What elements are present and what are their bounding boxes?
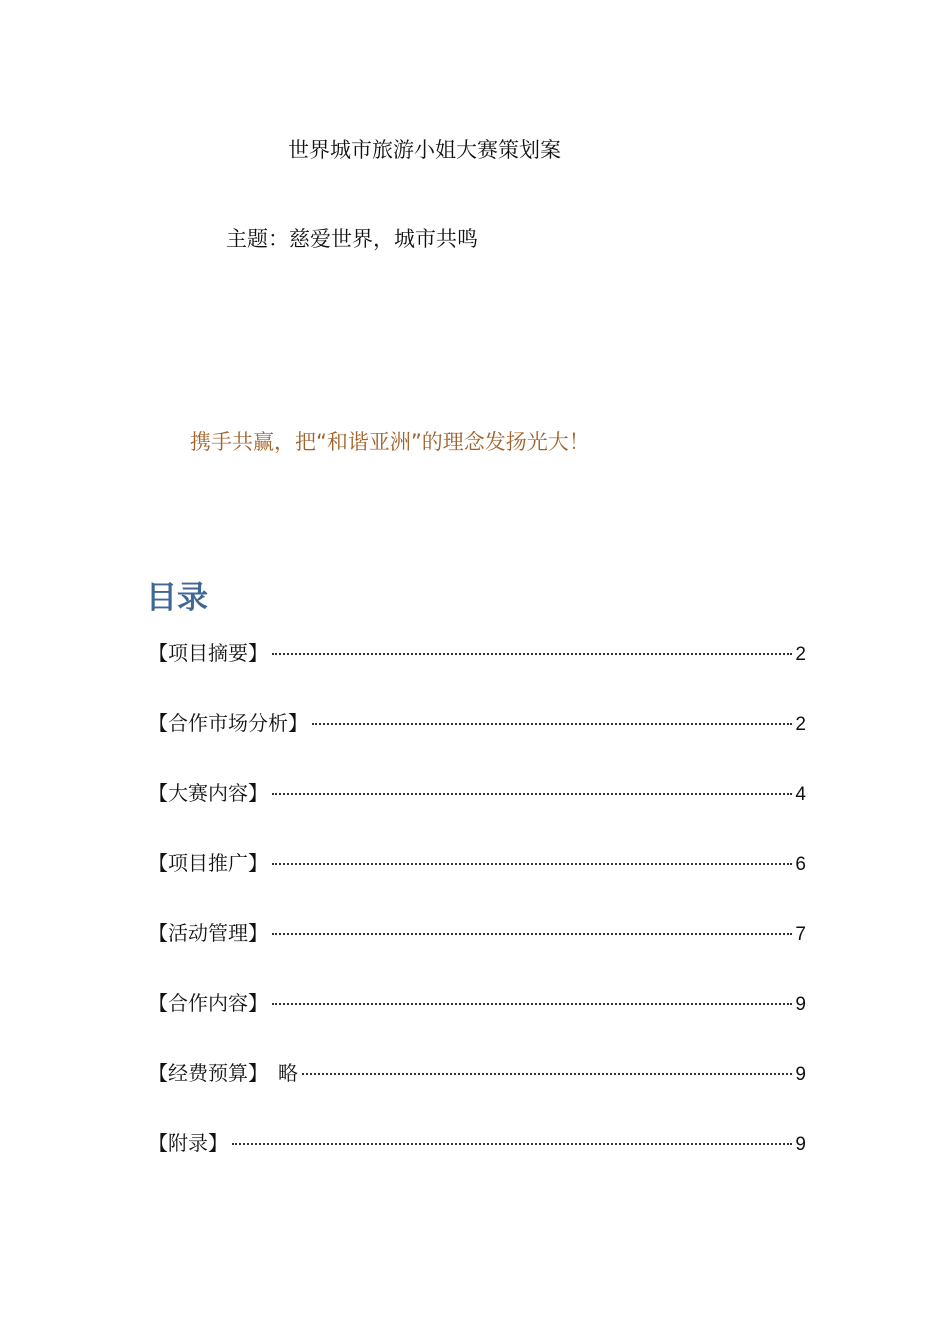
toc-page-number: 9 xyxy=(795,994,806,1015)
toc-item-label: 【大赛内容】 xyxy=(148,781,268,805)
toc-leader-dots xyxy=(272,1003,792,1005)
toc-item-label: 【活动管理】 xyxy=(148,921,268,945)
table-of-contents xyxy=(148,638,806,1198)
toc-item-label: 【经费预算】 xyxy=(148,1061,268,1085)
toc-page-number: 2 xyxy=(795,714,806,735)
toc-leader-dots xyxy=(272,793,792,795)
toc-leader-dots xyxy=(272,933,792,935)
toc-leader-dots xyxy=(272,863,792,865)
toc-item-label: 【附录】 xyxy=(148,1131,228,1155)
toc-leader-dots xyxy=(272,653,792,655)
toc-item-budget[interactable] xyxy=(148,1058,806,1128)
toc-item-label: 【合作内容】 xyxy=(148,991,268,1015)
toc-item-label: 【项目摘要】 xyxy=(148,641,268,665)
toc-leader-dots xyxy=(302,1073,792,1075)
toc-leader-dots xyxy=(232,1143,792,1145)
toc-item-cooperation-content[interactable] xyxy=(148,988,806,1058)
toc-heading: 目录 xyxy=(146,580,208,616)
toc-item-event-management[interactable] xyxy=(148,918,806,988)
toc-item-contest-content[interactable] xyxy=(148,778,806,848)
toc-item-label: 【项目推广】 xyxy=(148,851,268,875)
toc-item-project-summary[interactable] xyxy=(148,638,806,708)
toc-item-label: 【合作市场分析】 xyxy=(148,711,308,735)
document-theme: 主题：慈爱世界，城市共鸣 xyxy=(226,227,478,251)
toc-page-number: 9 xyxy=(795,1064,806,1085)
toc-page-number: 2 xyxy=(795,644,806,665)
toc-page-number: 7 xyxy=(795,924,806,945)
toc-leader-dots xyxy=(312,723,792,725)
toc-page-number: 4 xyxy=(795,784,806,805)
toc-page-number: 9 xyxy=(795,1134,806,1155)
toc-item-market-analysis[interactable] xyxy=(148,708,806,778)
toc-item-promotion[interactable] xyxy=(148,848,806,918)
toc-page-number: 6 xyxy=(795,854,806,875)
toc-item-appendix[interactable] xyxy=(148,1128,806,1198)
slogan: 携手共赢，把“和谐亚洲”的理念发扬光大！ xyxy=(190,430,590,454)
toc-item-note: 略 xyxy=(278,1061,298,1085)
document-title: 世界城市旅游小姐大赛策划案 xyxy=(288,138,561,162)
